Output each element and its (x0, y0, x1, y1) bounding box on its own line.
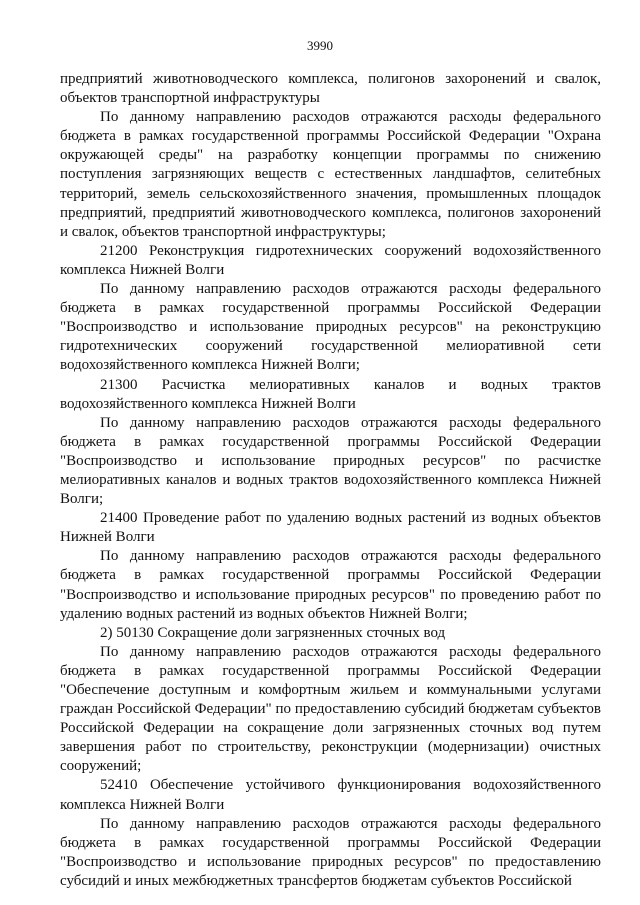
paragraph: 21400 Проведение работ по удалению водных растений из водных объектов Нижней Волги (60, 510, 601, 546)
paragraph: По данному направлению расходов отражаются расходы федерального бюджета в рамках государственной программы Российской Федерации "Воспроизводство и использование природных ресурсов" по расчистке мелиоративных каналов и водных трактов водохозяйственного комплекса Нижней Волги; (60, 414, 601, 508)
paragraph: По данному направлению расходов отражаются расходы федерального бюджета в рамках государственной программы Российской Федерации "Охрана окружающей среды" на разработку концепции программы по снижению поступления загрязняющих веществ с естественных ландшафтов, селитебных территорий, земель сельскохозяйственного значения, промышленных площадок предприятий, предприятий животноводческого комплекса, полигонов захоронений и свалок, объектов транспортной инфраструктуры; (60, 109, 601, 240)
document-body (60, 70, 601, 891)
page-number: 3990 (307, 38, 333, 53)
paragraph: 21300 Расчистка мелиоративных каналов и водных трактов водохозяйственного комплекса Нижней Волги (60, 376, 601, 412)
paragraph: 21200 Реконструкция гидротехнических сооружений водохозяйственного комплекса Нижней Волги (60, 242, 601, 278)
paragraph: По данному направлению расходов отражаются расходы федерального бюджета в рамках государственной программы Российской Федерации "Обеспечение доступным и комфортным жильем и коммунальными услугами граждан Российской Федерации" по предоставлению субсидий бюджетам субъектов Российской Федерации на сокращение доли загрязненных сточных вод путем завершения работ по строительству, реконструкции (модернизации) очистных сооружений; (60, 643, 601, 775)
paragraph: 52410 Обеспечение устойчивого функционирования водохозяйственного комплекса Нижней Волги (60, 777, 601, 813)
paragraph: По данному направлению расходов отражаются расходы федерального бюджета в рамках государственной программы Российской Федерации "Воспроизводство и использование природных ресурсов" по проведению работ по удалению водных растений из водных объектов Нижней Волги; (60, 548, 601, 622)
paragraph: По данному направлению расходов отражаются расходы федерального бюджета в рамках государственной программы Российской Федерации "Воспроизводство и использование природных ресурсов" по предоставлению субсидий и иных межбюджетных трансфертов бюджетам субъектов Российской (60, 815, 601, 889)
paragraph: По данному направлению расходов отражаются расходы федерального бюджета в рамках государственной программы Российской Федерации "Воспроизводство и использование природных ресурсов" на реконструкцию гидротехнических сооружений государственной мелиоративной сети водохозяйственного комплекса Нижней Волги; (60, 281, 601, 374)
paragraph: 2) 50130 Сокращение доли загрязненных сточных вод (100, 624, 446, 641)
paragraph: предприятий животноводческого комплекса, полигонов захоронений и свалок, объектов транспортной инфраструктуры (60, 71, 601, 107)
